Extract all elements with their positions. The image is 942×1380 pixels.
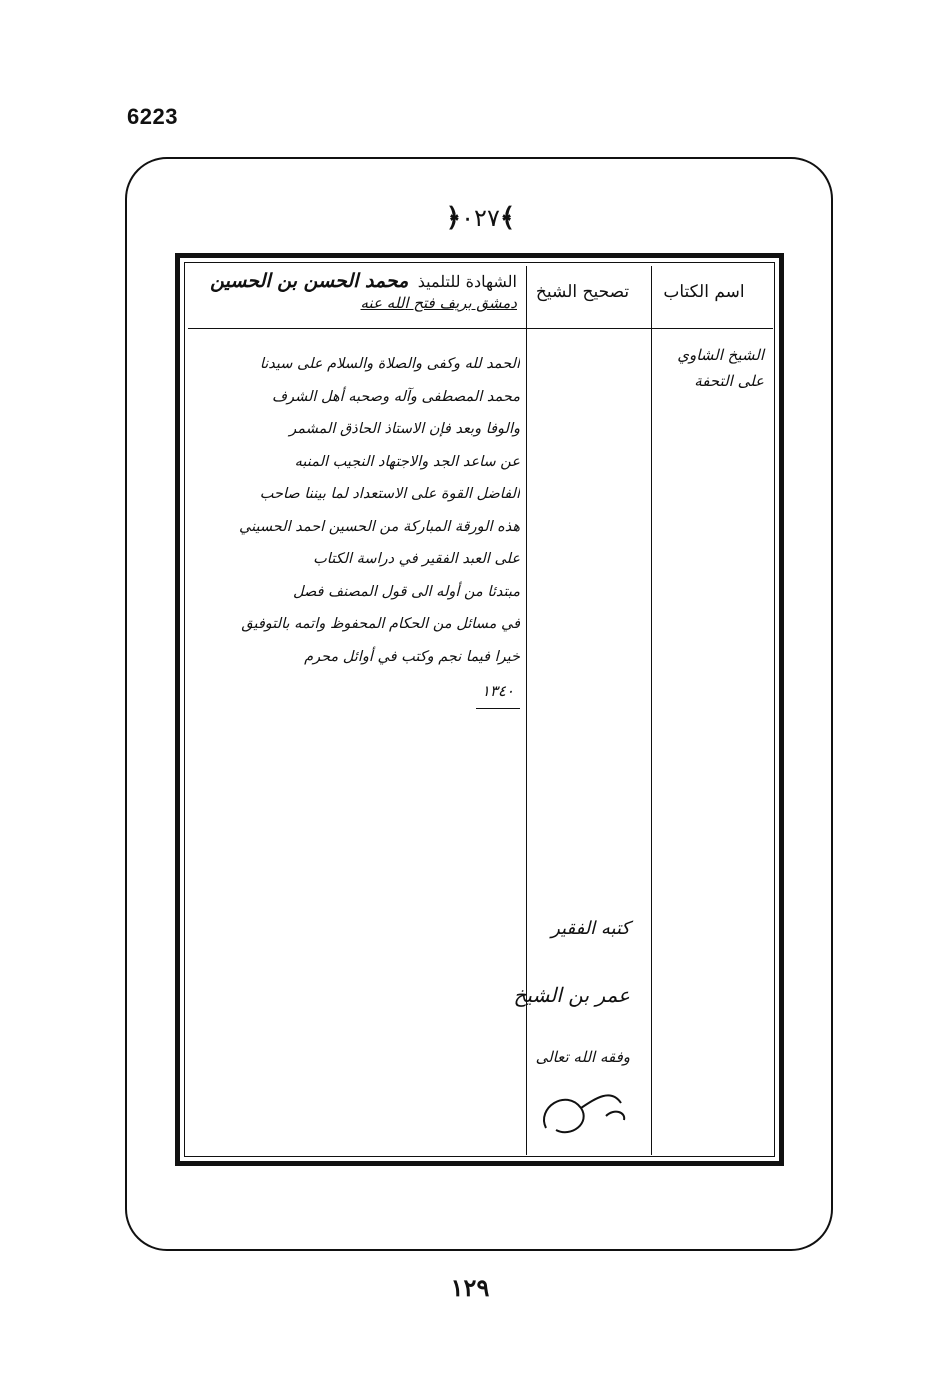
signature-line: وفقه الله تعالى — [535, 1048, 630, 1066]
certificate-line: هذه الورقة المباركة من الحسين احمد الحسيني — [239, 518, 520, 535]
header-certificate-label: الشهادة للتلميذ — [417, 272, 517, 291]
header-book-name: اسم الكتاب — [663, 282, 745, 302]
form-number-value: ٠٢٧ — [461, 204, 500, 232]
signature-line: كتبه الفقير — [551, 918, 630, 939]
header-shaykh-correction: تصحيح الشيخ — [535, 282, 630, 302]
certificate-line: خيرا فيما نجم وكتب في أوائل محرم — [304, 648, 520, 665]
certificate-line: الفاضل القوة على الاستعداد لما بيننا صاحب — [259, 486, 520, 502]
book-title — [652, 342, 764, 394]
archive-number: 6223 — [127, 104, 178, 129]
signature-flourish — [526, 1068, 640, 1148]
certificate-year: ١٣٤٠ — [476, 675, 520, 709]
header-divider — [188, 328, 773, 329]
certificate-text — [192, 348, 520, 709]
certificate-table — [175, 253, 784, 1166]
page-number: ١٢٩ — [450, 1273, 490, 1302]
student-origin: دمشق بريف فتح الله عنه — [360, 294, 517, 312]
certificate-line: الحمد لله وكفى والصلاة والسلام على سيدنا — [259, 356, 520, 372]
certificate-line: في مسائل من الحكام المحفوظ واتمه بالتوفيق — [241, 616, 520, 632]
column-divider-book — [651, 266, 652, 1155]
bracket-left: ﴿ — [445, 203, 462, 233]
certificate-line: عن ساعد الجد والاجتهاد النجيب المنبه — [294, 453, 520, 470]
student-name: محمد الحسن بن الحسين — [210, 270, 409, 292]
book-title-line: الشيخ الشاوي — [677, 346, 764, 364]
certificate-line: على العبد الفقير في دراسة الكتاب — [313, 551, 520, 567]
book-title-line: على التحفة — [694, 372, 764, 390]
certificate-line: والوفا وبعد فإن الاستاذ الحاذق المشمر — [289, 421, 520, 437]
shaykh-signature — [513, 898, 640, 1158]
header-certificate — [190, 270, 525, 312]
certificate-line: مبتدئا من أوله الى قول المصنف فصل — [292, 583, 520, 600]
signature-line: عمر بن الشيخ — [513, 983, 630, 1007]
form-number — [433, 203, 528, 233]
certificate-line: محمد المصطفى وآله وصحبه أهل الشرف — [271, 388, 520, 405]
bracket-right: ﴾ — [499, 203, 516, 233]
